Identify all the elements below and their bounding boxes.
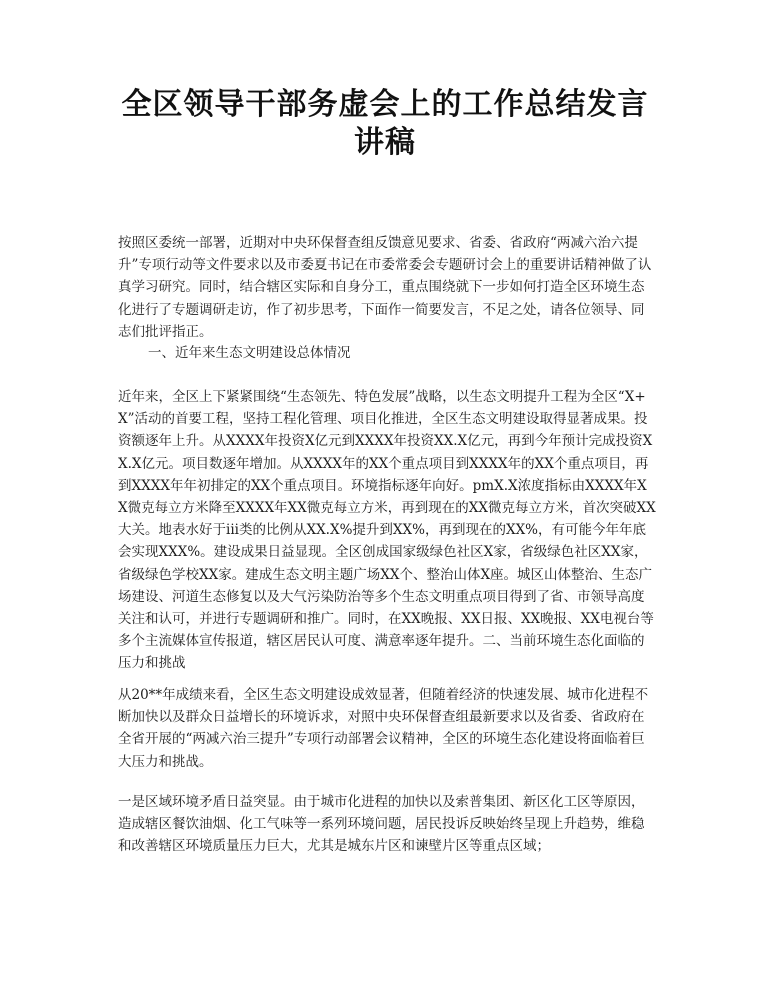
title-line-2: 讲稿	[354, 125, 416, 160]
title-line-1: 全区领导干部务虚会上的工作总结发言	[121, 87, 649, 122]
section-2-paragraph: 从20**年成绩来看，全区生态文明建设成效显著，但随着经济的快速发展、城市化进程不断加快以及群众日益增长的环境诉求，对照中央环保督查组最新要求以及省委、省政府在全省开展的“两减六治三提升”专项行动部署会议精神，全区的环境生态化建设将面临着巨大压力和挑战。	[118, 687, 649, 770]
document-title	[100, 86, 670, 162]
intro-paragraph: 按照区委统一部署，近期对中央环保督查组反馈意见要求、省委、省政府“两减六治六提升”专项行动等文件要求以及市委夏书记在市委常委会专题研讨会上的重要讲话精神做了认真学习研究。同时，结合辖区实际和自身分工，重点围绕就下一步如何打造全区环境生态化进行了专题调研走访，作了初步思考，下面作一简要发言，不足之处，请各位领导、同志们批评指正。	[118, 235, 652, 340]
point-1-paragraph: 一是区域环境矛盾日益突显。由于城市化进程的加快以及索普集团、新区化工区等原因，造成辖区餐饮油烟、化工气味等一系列环境问题，居民投诉反映始终呈现上升趋势，维稳和改善辖区环境质量压力巨大，尤其是城东片区和谏壁片区等重点区域；	[118, 794, 645, 855]
section-1-paragraph: 近年来，全区上下紧紧围绕“生态领先、特色发展”战略，以生态文明提升工程为全区“X+X”活动的首要工程，坚持工程化管理、项目化推进，全区生态文明建设取得显著成果。投资额逐年上升。从XXXX年投资X亿元到XXXX年投资XX.X亿元，再到今年预计完成投资XX.X亿元。项目数逐年增加。从XXXX年的XX个重点项目到XXXX年的XX个重点项目，再到XXXX年年初排定的XX个重点项目。环境指标逐年向好。pmX.X浓度指标由XXXX年XX微克每立方米降至XXXX年XX微克每立方米，再到现在的XX微克每立方米，首次突破XX大关。地表水好于iii类的比例从XX.X%提升到XX%，再到现在的XX%，有可能今年年底会实现XXX%。建设成果日益显现。全区创成国家级绿色社区X家，省级绿色社区XX家，省级绿色学校XX家。建成生态文明主题广场XX个、整治山体X座。城区山体整治、生态广场建设、河道生态修复以及大气污染防治等多个生态文明重点项目得到了省、市领导高度关注和认可，并进行专题调研和推广。同时，在XX晚报、XX日报、XX晚报、XX电视台等多个主流媒体宣传报道，辖区居民认可度、满意率逐年提升。二、当前环境生态化面临的压力和挑战	[118, 389, 656, 672]
section-heading-1: 一、近年来生态文明建设总体情况	[148, 345, 351, 361]
